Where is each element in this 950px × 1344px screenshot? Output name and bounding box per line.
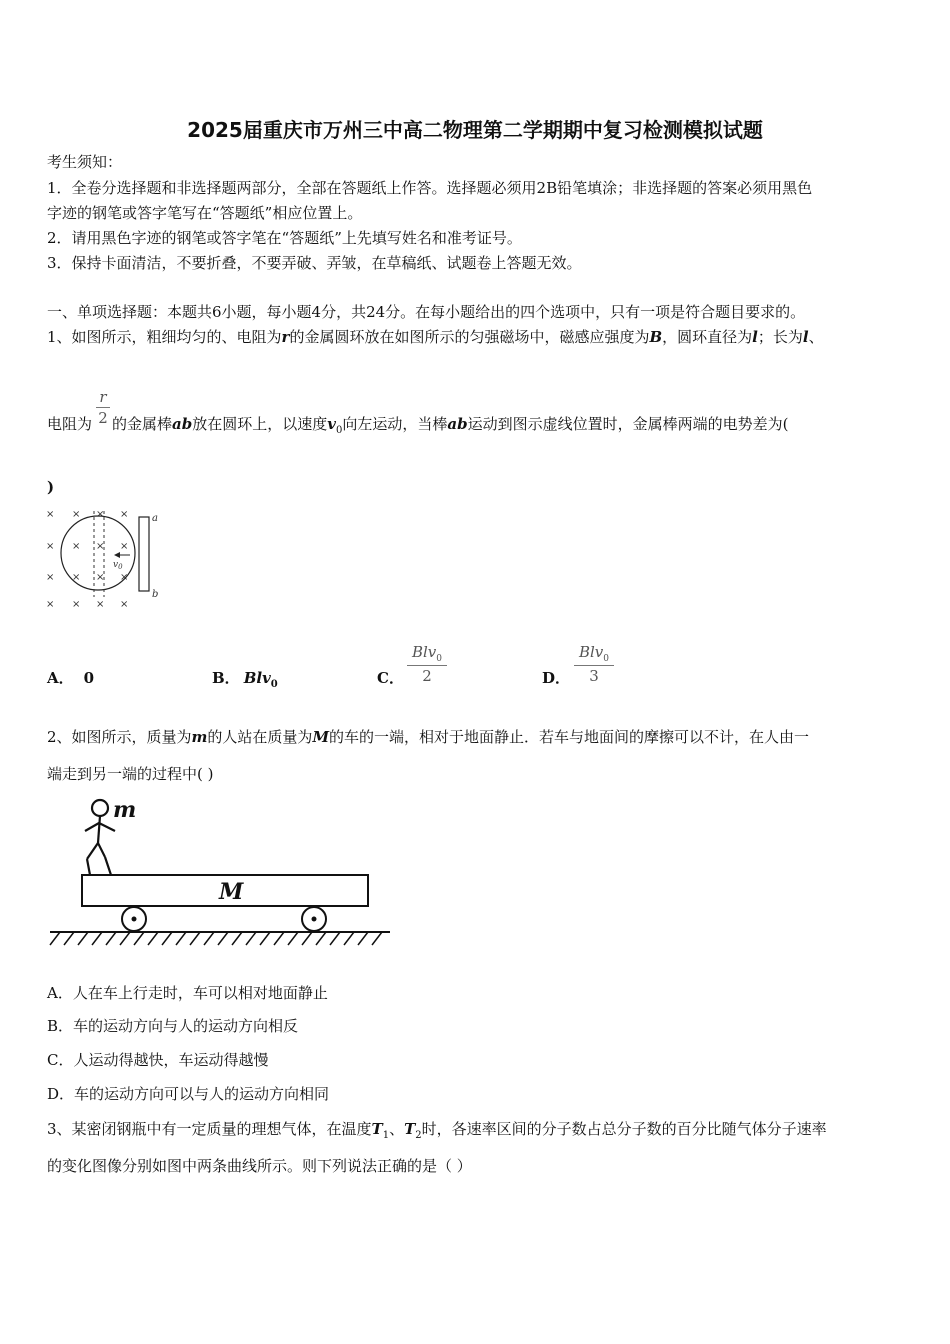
q1-line1: 1、如图所示，粗细均匀的、电阻为r的金属圆环放在如图所示的匀强磁场中，磁感应强度为B，圆环直径为l；长为l、 xyxy=(47,328,824,346)
svg-text:×: × xyxy=(120,572,129,583)
q2-line2: 端走到另一端的过程中( ) xyxy=(47,765,214,783)
q1-resistance-fraction: r 2 xyxy=(96,388,110,427)
svg-text:×: × xyxy=(46,572,55,583)
q2-option-c[interactable]: C．人运动得越快，车运动得越慢 xyxy=(47,1051,269,1069)
svg-text:×: × xyxy=(96,599,105,610)
q2-line1: 2、如图所示，质量为m的人站在质量为M的车的一端，相对于地面静止．若车与地面间的摩擦可以不计，在人由一 xyxy=(47,728,810,746)
q2-option-b[interactable]: B．车的运动方向与人的运动方向相反 xyxy=(47,1017,299,1035)
notice-item: 3．保持卡面清洁，不要折叠，不要弄破、弄皱，在草稿纸、试题卷上答题无效。 xyxy=(47,254,582,272)
q1-magnetic-field-figure xyxy=(40,505,170,610)
svg-text:×: × xyxy=(72,572,81,583)
svg-text:×: × xyxy=(46,509,55,520)
label-m: m xyxy=(113,797,137,823)
svg-text:×: × xyxy=(46,599,55,610)
svg-text:×: × xyxy=(72,541,81,552)
section-heading: 一、单项选择题：本题共6小题，每小题4分，共24分。在每小题给出的四个选项中，只有一项是符合题目要求的。 xyxy=(47,303,806,321)
notice-item: 字迹的钢笔或答字笔写在“答题纸”相应位置上。 xyxy=(47,204,363,222)
q2-option-a[interactable]: A．人在车上行走时，车可以相对地面静止 xyxy=(47,984,328,1002)
label-a: a xyxy=(152,513,158,524)
person-stick-figure xyxy=(85,800,115,875)
q1-option-a[interactable]: A． 0 xyxy=(47,669,95,687)
page-title: 2025届重庆市万州三中高二物理第二学期期中复习检测模拟试题 xyxy=(187,118,763,142)
q1-option-c-fraction: Blv$_0$ 2 xyxy=(407,643,447,685)
label-M: M xyxy=(219,879,244,905)
q1-option-d-fraction: Blv$_0$ 3 xyxy=(574,643,614,685)
velocity-label: $v_0$ xyxy=(113,560,123,571)
q2-option-d[interactable]: D．车的运动方向可以与人的运动方向相同 xyxy=(47,1085,330,1103)
q3-line1: 3、某密闭钢瓶中有一定质量的理想气体，在温度$T_1$、$T_2$时，各速率区间的分子数占总分子数的百分比随气体分子速率 xyxy=(47,1120,827,1141)
svg-text:×: × xyxy=(96,541,105,552)
notice-item: 2．请用黑色字迹的钢笔或答字笔在“答题纸”上先填写姓名和准考证号。 xyxy=(47,229,522,247)
q2-cart-figure xyxy=(45,795,395,950)
q3-line2: 的变化图像分别如图中两条曲线所示。则下列说法正确的是（ ） xyxy=(47,1157,472,1175)
velocity-arrow-head xyxy=(114,552,120,558)
q1-option-c[interactable]: C． xyxy=(377,669,404,687)
svg-text:×: × xyxy=(72,599,81,610)
svg-text:×: × xyxy=(120,541,129,552)
label-b: b xyxy=(152,589,159,600)
q1-line2: 电阻为 的金属棒ab放在圆环上，以速度$v_0$向左运动，当棒ab运动到图示虚线位置时，金属棒两端的电势差为( xyxy=(47,415,789,436)
q1-option-b[interactable]: B． Blv$_0$ xyxy=(212,669,278,690)
svg-text:×: × xyxy=(72,509,81,520)
q1-line3: ) xyxy=(47,478,55,496)
svg-text:×: × xyxy=(120,509,129,520)
svg-text:×: × xyxy=(96,572,105,583)
svg-text:×: × xyxy=(120,599,129,610)
svg-text:×: × xyxy=(46,541,55,552)
svg-text:×: × xyxy=(96,509,105,520)
ground-hatching xyxy=(50,932,382,945)
metal-rod xyxy=(139,517,149,591)
notice-heading: 考生须知： xyxy=(47,153,123,171)
q1-option-d[interactable]: D． xyxy=(542,669,571,687)
notice-item: 1．全卷分选择题和非选择题两部分，全部在答题纸上作答。选择题必须用2B铅笔填涂；非选择题的答案必须用黑色 xyxy=(47,179,813,197)
